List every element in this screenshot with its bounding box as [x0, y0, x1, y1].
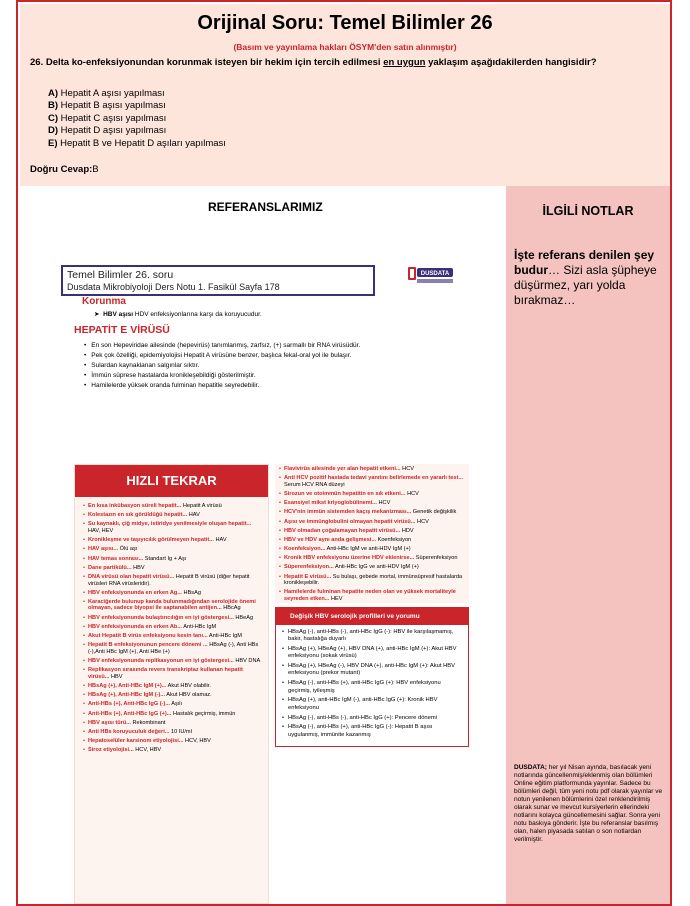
- list-item: [83, 683, 262, 690]
- option-e: E) Hepatit B ve Hepatit D aşıları yapılması: [48, 137, 226, 149]
- list-item: [83, 565, 262, 572]
- list-item: [279, 555, 465, 562]
- review-question: Anti-HBs (+), Anti-HBc IgG (-)...: [88, 701, 170, 708]
- list-item: [83, 658, 262, 665]
- list-item: [83, 624, 262, 631]
- list-item: [83, 711, 262, 718]
- review-question: Anti-HBs (+), Anti-HBc IgG (+)...: [88, 710, 172, 717]
- review-question: Süperenfeksiyon...: [284, 564, 334, 571]
- review-answer: HAV: [187, 512, 200, 519]
- review-answer: Su bulaşı, gebede mortal, immünsüpresif hastalarda kronikleşebilir.: [284, 573, 463, 587]
- list-item: [83, 590, 262, 597]
- source-line-2: Dusdata Mikrobiyoloji Ders Notu 1. Fasikül Sayfa 178: [67, 282, 280, 292]
- review-answer: Hepatit A virüsü: [181, 503, 222, 509]
- review-answer: HBsAg: [181, 589, 201, 596]
- list-item: • En son Hepeviridae ailesinde (hepevirüs) tanımlanmış, zarfsız, (+) sarmallı bir RNA virüsüdür.: [84, 341, 414, 351]
- question-text-end: yaklaşım aşağıdakilerden hangisidir?: [425, 57, 597, 68]
- korunma-heading: Korunma: [82, 296, 126, 307]
- question-text-start: 26. Delta ko-enfeksiyonundan korunmak isteyen bir hekim için tercih edilmesi: [30, 57, 384, 68]
- list-item: [279, 475, 465, 488]
- review-question: Koenfeksiyon...: [284, 546, 326, 553]
- review-question: HBV enfeksiyonunda en erken Ag...: [88, 589, 182, 596]
- list-item: [279, 589, 465, 602]
- hbv-profile-item: • HBsAg (+), HBeAg (-), HBV DNA (+), anti-HBc IgM (+): Akut HBV enfeksiyonu (prekor mutant): [282, 663, 464, 678]
- review-question: Anti HBs koruyuculuk değeri...: [88, 728, 170, 735]
- hizli-tekrar-panel: [74, 464, 269, 904]
- review-answer: Serum HCV RNA düzeyi: [284, 481, 345, 488]
- review-answer: Hepatit B virüsü (diğer hepatit virüsleri RNA virüsleridir).: [88, 573, 250, 587]
- review-answer: HCV: [376, 500, 391, 507]
- list-item: [83, 556, 262, 563]
- hbv-profile-item: • HBsAg (-), anti-HBs (-), anti-HBc IgG (-): HBV ile karşılaşmamış, bakir, hastalığa duyarlı: [282, 629, 464, 644]
- hizli-tekrar-title: HIZLI TEKRAR: [75, 465, 268, 497]
- review-answer: Akut HBV olamaz.: [165, 692, 212, 699]
- hbv-profile-item: • HBsAg (+), HBeAg (+), HBV DNA (+), anti-HBc IgM (+): Akut HBV enfeksiyonu (sokak virüsü): [282, 646, 464, 661]
- option-a: A) Hepatit A aşısı yapılması: [48, 88, 165, 99]
- notes-panel: [506, 186, 670, 904]
- review-answer: Standart Ig + Aşı: [143, 555, 187, 562]
- review-question: En kısa inkübasyon süreli hepatit...: [88, 503, 182, 509]
- review-question: HCV'nin immün sistemden kaçış mekanizması...: [284, 509, 412, 516]
- review-question: HBV enfeksiyonunda bulaştırıcılığın en iyi göstergesi...: [88, 614, 234, 621]
- list-item: [83, 701, 262, 708]
- list-item: [279, 491, 465, 498]
- hbv-profiles-box: [275, 607, 469, 747]
- review-question: Sirozun ve otoimmün hepatitin en sık etkeni...: [284, 490, 406, 497]
- list-item: [279, 466, 465, 473]
- review-answer: HBV: [109, 673, 123, 680]
- source-box: [61, 265, 375, 296]
- review-answer: HCV: [415, 518, 429, 525]
- review-question: HBV olmadan çoğalamayan hepatit virüsü...: [284, 527, 401, 534]
- list-item: [83, 642, 262, 655]
- list-item: [83, 633, 262, 640]
- review-answer: Koenfeksiyon: [376, 536, 412, 543]
- list-item: [83, 729, 262, 736]
- review-right-list: [275, 464, 469, 603]
- list-item: [83, 537, 262, 544]
- rights-notice: (Basım ve yayınlama hakları ÖSYM'den satın alınmıştır): [233, 42, 457, 52]
- list-item: [83, 720, 262, 727]
- answer-options: [48, 88, 226, 150]
- list-item: [279, 509, 465, 516]
- review-answer: Rekombinant: [130, 719, 166, 726]
- review-question: HBsAg (+), Anti-HBc IgM (+)...: [88, 682, 167, 689]
- review-answer: HBsAg (-), Anti HBs (-),Anti HBc IgM (+), Anti HBe (+): [88, 642, 259, 655]
- option-b: B) Hepatit B aşısı yapılması: [48, 100, 166, 112]
- dusdata-note: DUSDATA; her yıl Nisan ayında, basılacak yeni notlarında güncellenmiş/eklenmiş olan bölümleri Online eğitim platformunda yayınlar. Sadece bu bölümleri değil, tüm yeni notu pdf olarak yayınlar ve notun yenilenen bölümlerini özel renklendirilmiş olarak sunar ve mevcut kursiyerlerin ellerindeki notlarını kolayca güncellemesini sağlar. Sonra yeni notu baskıya gönderir. İşte bu referanslar basılmış olan, halen piyasada satılan o son notlardan verilmiştir.: [514, 764, 663, 843]
- hbv-profile-item: • HBsAg (-), anti-HBs (+), anti-HBc IgG (+): HBV enfeksiyonu geçirmiş, iyileşmiş: [282, 680, 464, 695]
- review-answer: Anti-HBc IgM: [181, 623, 217, 630]
- review-question: Kronikleşme ve taşıyıcılık görülmeyen hepatit...: [88, 537, 214, 544]
- list-item: [83, 738, 262, 745]
- hizli-tekrar-list: [75, 497, 268, 754]
- review-question: HBsAg (+), Anti-HBc IgM (-)...: [88, 692, 166, 699]
- review-question: Siroz etiyolojisi...: [88, 747, 134, 754]
- question-emphasis: en uygun: [383, 57, 426, 68]
- list-item: [279, 500, 465, 507]
- hbv-profile-item: • HBsAg (-), anti-HBs (+), anti-HBc IgG (-): Hepatit B aşısı uygulanmış, immünite kazanmış: [282, 724, 464, 739]
- review-question: Replikasyon sırasında revers transkriptaz kullanan hepatit virüsü...: [88, 667, 243, 680]
- notes-title: İLGİLİ NOTLAR: [542, 204, 634, 218]
- review-question: Hepatit E virüsü...: [284, 573, 332, 580]
- review-answer: HCV: [400, 466, 414, 472]
- review-question: HBV aşısı türü...: [88, 719, 131, 726]
- review-answer: HBeAg: [233, 614, 254, 621]
- review-answer: Hastalık geçirmiş, immün: [171, 710, 236, 717]
- page-title: Orijinal Soru: Temel Bilimler 26: [197, 12, 493, 34]
- list-item: [279, 528, 465, 535]
- dusdata-logo: [408, 265, 454, 287]
- references-title: REFERANSLARIMIZ: [208, 200, 323, 214]
- review-answer: HBV: [131, 564, 145, 571]
- correct-answer-label: Doğru Cevap:: [30, 164, 93, 175]
- review-answer: HEV: [329, 596, 343, 603]
- hepatit-e-heading: HEPATİT E VİRÜSÜ: [74, 324, 170, 336]
- list-item: [279, 564, 465, 571]
- review-answer: HAV, HEV: [88, 527, 114, 534]
- review-answer: Süperenfeksiyon: [414, 555, 458, 562]
- list-item: [279, 574, 465, 587]
- notes-intro: İşte referans denilen şey budur… Sizi asla şüpheye düşürmez, yarı yolda bırakmaz…: [514, 248, 657, 307]
- review-answer: 10 IU/ml: [169, 728, 192, 735]
- review-answer: HBV DNA: [233, 658, 261, 664]
- hbv-profile-item: • HBsAg (+), anti-HBc IgM (-), anti-HBc IgG (+): Kronik HBV enfeksiyonu: [282, 697, 464, 712]
- review-right-column: [275, 464, 469, 747]
- list-item: [83, 512, 262, 519]
- list-item: [83, 574, 262, 587]
- list-item: • Sulardan kaynaklanan salgınlar sıktır.: [84, 361, 414, 371]
- review-question: Anti HCV pozitif hastada tedavi yanıtını belirlemede en yararlı test...: [284, 475, 464, 482]
- review-question: Hepatoselüler karsinom etiyolojisi...: [88, 738, 184, 745]
- source-line-1: Temel Bilimler 26. soru: [67, 269, 174, 281]
- review-question: HBV ve HDV aynı anda gelişmesi...: [284, 536, 377, 543]
- review-answer: Anti-HBc IgM ve anti-HDV IgM (+): [325, 546, 411, 553]
- question-panel: [20, 4, 670, 186]
- list-item: [83, 503, 262, 510]
- page-frame: [16, 0, 672, 906]
- hbv-profiles-list: [276, 625, 468, 746]
- hepatit-e-list: [84, 341, 414, 391]
- list-item: [83, 615, 262, 622]
- review-answer: Anti-HBc IgM: [207, 633, 242, 640]
- review-answer: Akut HBV olabilir.: [166, 682, 211, 689]
- review-question: Aşısı ve immünglobulini olmayan hepatit virüsü...: [284, 518, 416, 525]
- review-question: Hamilelerde fulminan hepatite neden olan ve yüksek mortaliteyle seyreden etken...: [284, 589, 456, 603]
- list-item: • Pek çok özelliği, epidemiyolojisi Hepatit A virüsüne benzer, başlıca fekal-oral yol ile bulaşır.: [84, 351, 414, 361]
- review-question: HBV enfeksiyonunda replikasyonun en iyi göstergesi...: [88, 658, 234, 664]
- list-item: [83, 747, 262, 754]
- review-question: HBV enfeksiyonunda en erken Ab...: [88, 623, 182, 630]
- review-question: Flavivirüs ailesinde yer alan hepatit etkeni...: [284, 466, 401, 472]
- review-question: Su kaynaklı, çiğ midye, istiridye yenilmesiyle oluşan hepatit...: [88, 521, 252, 528]
- list-item: [83, 521, 262, 534]
- option-c: C) Hepatit C aşısı yapılması: [48, 112, 167, 124]
- list-item: [83, 667, 262, 680]
- review-answer: HCV, HBV: [133, 747, 162, 754]
- review-answer: Ölü aşı: [118, 546, 138, 553]
- korunma-item: ➤ HBV aşısı HDV enfeksiyonlarına karşı da koruyucudur.: [94, 311, 262, 318]
- review-question: Esansiyel mikst kriyoglobülinemi...: [284, 500, 377, 507]
- hbv-profile-item: • HBsAg (-), anti-HBs (-), anti-HBc IgG (+): Pencere dönemi: [282, 715, 464, 722]
- review-answer: HBcAg: [221, 605, 241, 612]
- review-question: HAV aşısı...: [88, 546, 119, 553]
- review-answer: HCV: [405, 490, 419, 497]
- review-question: Hepatit B enfeksiyonunun pencere dönemi ...: [88, 642, 208, 649]
- review-answer: Genetik değişkilik: [411, 509, 457, 516]
- question-text: [30, 57, 660, 68]
- list-item: • İmmün süprese hastalarda kronikleşebildiği gösterilmiştir.: [84, 371, 414, 381]
- review-answer: HCV, HBV: [183, 738, 211, 745]
- review-question: Kronik HBV enfeksiyonu üzerine HDV eklenirse...: [284, 555, 415, 562]
- review-question: Karaciğerde bulunup kanda bulunmadığından serolojide önemi olmayan, sadece biyopsi ile saptanabilen antijen...: [88, 598, 256, 612]
- list-item: [279, 546, 465, 553]
- list-item: [279, 537, 465, 544]
- option-d: D) Hepatit D aşısı yapılması: [48, 125, 167, 137]
- correct-answer: [30, 164, 99, 175]
- review-question: HAV temas sonrası...: [88, 555, 144, 562]
- correct-answer-value: B: [92, 164, 99, 175]
- review-question: Akut Hepatit B virüs enfeksiyonu kesin tanı...: [88, 633, 208, 640]
- review-answer: HDV: [400, 527, 414, 534]
- hbv-profiles-title: Değişik HBV serolojik profilleri ve yorumu: [276, 608, 468, 625]
- review-answer: HAV: [213, 537, 227, 544]
- list-item: [83, 692, 262, 699]
- review-question: Dane partikülü...: [88, 564, 132, 571]
- list-item: [83, 546, 262, 553]
- review-question: Kolestazın en sık görüldüğü hepatit...: [88, 512, 188, 519]
- list-item: [83, 599, 262, 612]
- logo-text: DUSDATA: [420, 271, 450, 277]
- review-question: DNA virüsü olan hepatit virüsü...: [88, 573, 175, 580]
- review-answer: Aşılı: [169, 701, 183, 708]
- review-answer: Anti-HBc IgG ve anti-HDV IgM (+): [333, 564, 419, 571]
- list-item: • Hamilelerde yüksek oranda fulminan hepatitle seyredebilir.: [84, 381, 414, 391]
- list-item: [279, 519, 465, 526]
